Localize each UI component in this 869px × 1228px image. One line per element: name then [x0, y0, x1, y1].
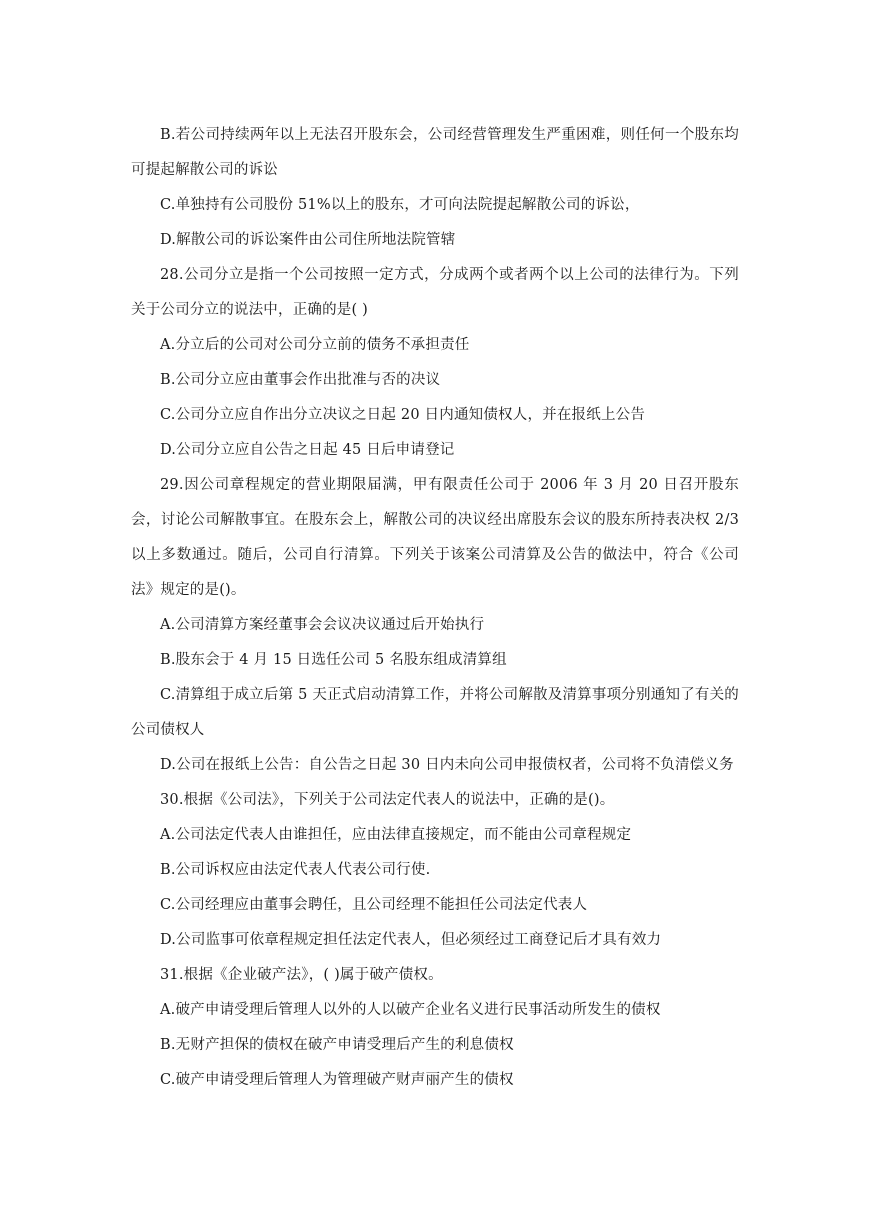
- question-31-option-b: B.无财产担保的债权在破产申请受理后产生的利息债权: [160, 1037, 514, 1053]
- document-body: [131, 118, 739, 1098]
- option-b-dissolution-lawsuit: B.若公司持续两年以上无法召开股东会，公司经营管理发生严重困难，则任何一个股东均可提起解散公司的诉讼: [131, 127, 739, 178]
- question-31: 31.根据《企业破产法》，( )属于破产债权。: [160, 967, 443, 983]
- question-28-option-a: A.分立后的公司对公司分立前的债务不承担责任: [160, 337, 470, 353]
- question-30-option-c: C.公司经理应由董事会聘任，且公司经理不能担任公司法定代表人: [160, 897, 588, 913]
- question-29-option-a: A.公司清算方案经董事会会议决议通过后开始执行: [160, 617, 485, 633]
- question-28-option-c: C.公司分立应自作出分立决议之日起 20 日内通知债权人，并在报纸上公告: [160, 407, 646, 423]
- question-31-option-a: A.破产申请受理后管理人以外的人以破产企业名义进行民事活动所发生的债权: [160, 1002, 661, 1018]
- question-28: 28.公司分立是指一个公司按照一定方式，分成两个或者两个以上公司的法律行为。下列关于公司分立的说法中，正确的是( ): [131, 267, 739, 318]
- question-30-option-b: B.公司诉权应由法定代表人代表公司行使.: [160, 862, 431, 878]
- option-c-dissolution-lawsuit: C.单独持有公司股份 51%以上的股东，才可向法院提起解散公司的诉讼，: [160, 197, 640, 213]
- question-30: 30.根据《公司法》，下列关于公司法定代表人的说法中，正确的是()。: [160, 792, 615, 808]
- question-28-option-d: D.公司分立应自公告之日起 45 日后申请登记: [160, 442, 455, 458]
- question-29: 29.因公司章程规定的营业期限届满，甲有限责任公司于 2006 年 3 月 20 日召开股东会，讨论公司解散事宜。在股东会上，解散公司的决议经出席股东会议的股东所持表决权 2/3 以上多数通过。随后，公司自行清算。下列关于该案公司清算及公告的做法中，符合《公司法》规定的是()。: [131, 477, 739, 598]
- question-31-option-c: C.破产申请受理后管理人为管理破产财声丽产生的债权: [160, 1072, 514, 1088]
- option-d-dissolution-lawsuit: D.解散公司的诉讼案件由公司住所地法院管辖: [160, 232, 456, 248]
- question-30-option-d: D.公司监事可依章程规定担任法定代表人，但必须经过工商登记后才具有效力: [160, 932, 662, 948]
- question-29-option-d: D.公司在报纸上公告：自公告之日起 30 日内未向公司申报债权者，公司将不负清偿义务: [160, 757, 734, 773]
- question-29-option-b: B.股东会于 4 月 15 日选任公司 5 名股东组成清算组: [160, 652, 507, 668]
- question-30-option-a: A.公司法定代表人由谁担任，应由法律直接规定，而不能由公司章程规定: [160, 827, 632, 843]
- question-28-option-b: B.公司分立应由董事会作出批准与否的决议: [160, 372, 441, 388]
- question-29-option-c: C.清算组于成立后第 5 天正式启动清算工作，并将公司解散及清算事项分别通知了有关的公司债权人: [131, 687, 739, 738]
